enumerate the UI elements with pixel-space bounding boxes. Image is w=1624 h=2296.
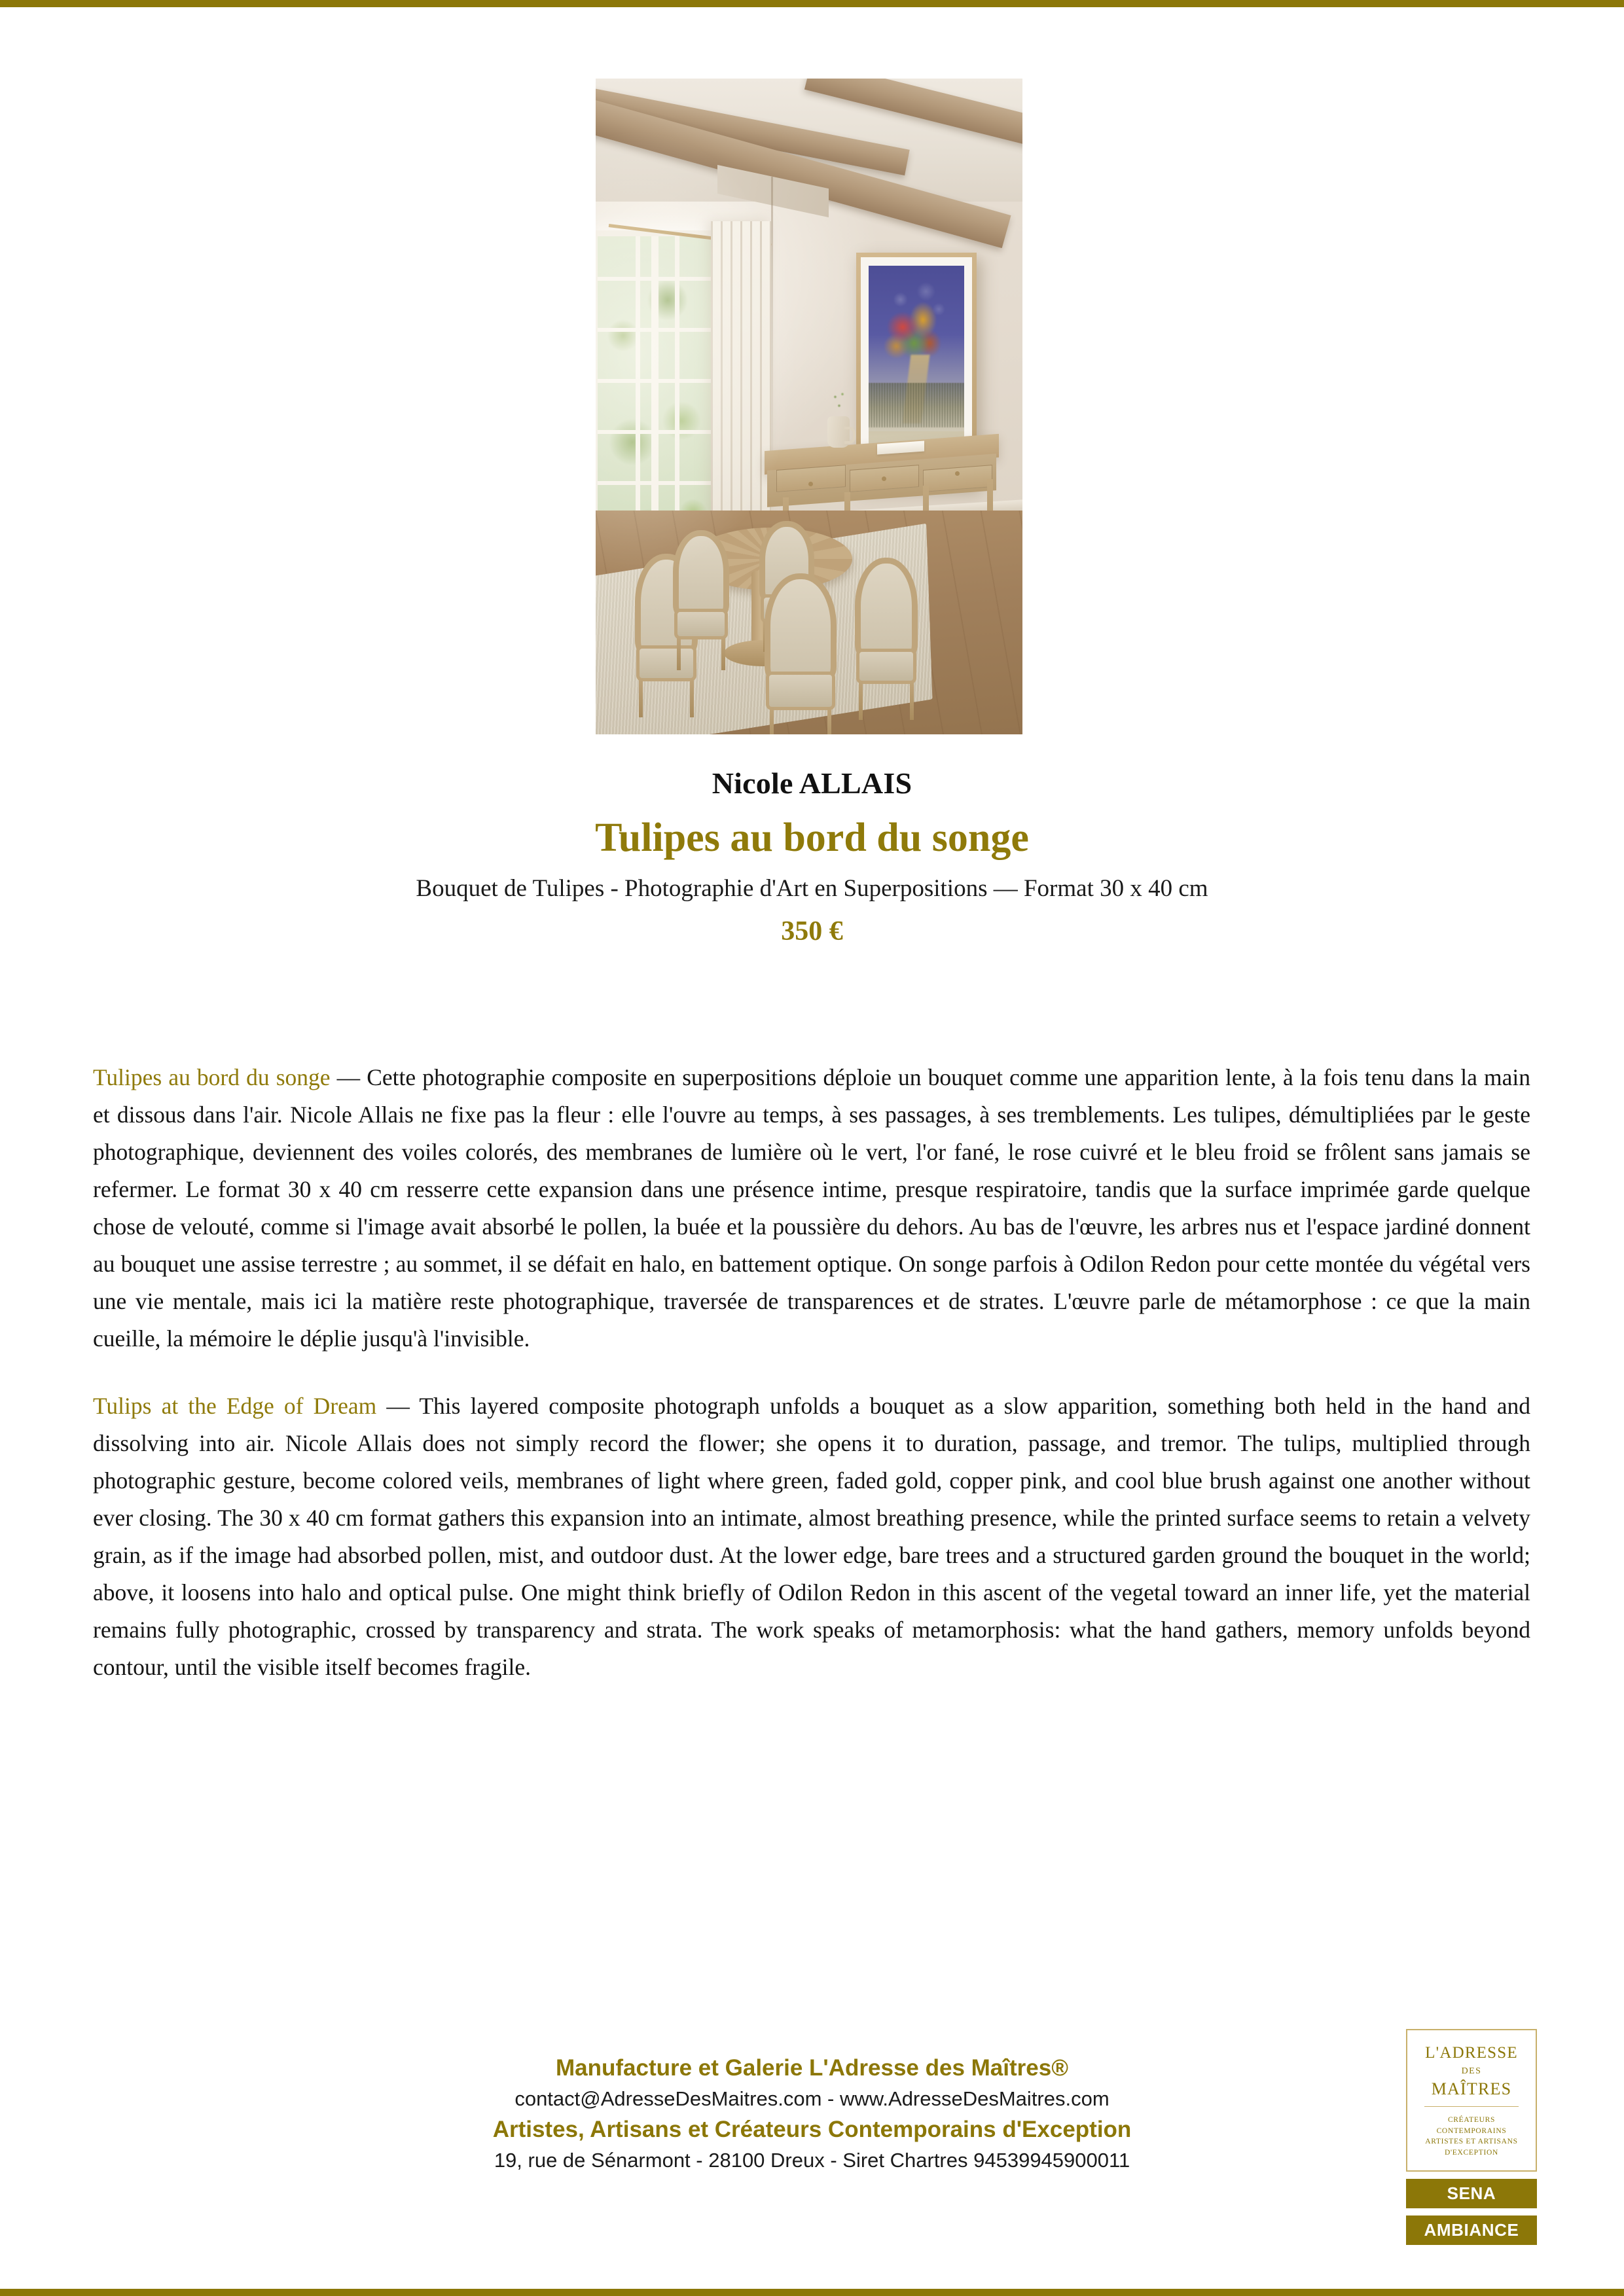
chair-back xyxy=(765,573,837,682)
logo-subtitle-1: CRÉATEURS CONTEMPORAINS xyxy=(1436,2116,1507,2135)
wall-corner xyxy=(771,177,773,458)
title-block xyxy=(0,766,1624,947)
window-mullion xyxy=(598,328,714,332)
footer-company: Manufacture et Galerie L'Adresse des Maîtres® xyxy=(555,2055,1068,2081)
page-title: Tulipes au bord du songe xyxy=(595,816,1029,860)
top-gold-rule xyxy=(0,0,1624,7)
logo-divider xyxy=(1424,2106,1519,2107)
window-mullion xyxy=(598,481,714,485)
chair-leg xyxy=(639,678,643,717)
plant-sprig xyxy=(833,391,846,419)
logo-line-2: DES xyxy=(1461,2066,1482,2076)
bottom-gold-rule xyxy=(0,2289,1624,2296)
dining-chair xyxy=(765,573,837,734)
ambiance-badge: AMBIANCE xyxy=(1406,2215,1537,2245)
drawer-knob xyxy=(808,482,813,486)
work-subtitle: Bouquet de Tulipes - Photographie d'Art en Superpositions — Format 30 x 40 cm xyxy=(416,875,1208,902)
logo-subtitle-2: ARTISTES ET ARTISANS xyxy=(1425,2138,1518,2146)
description-paragraph-en xyxy=(93,1388,1530,1686)
footer-tagline: Artistes, Artisans et Créateurs Contemporains d'Exception xyxy=(492,2117,1132,2142)
description-body-fr: — Cette photographie composite en superpositions déploie un bouquet comme une apparition lente, à la fois tenu dans la main et dissous dans l'air. Nicole Allais ne fixe pas la fleur : elle l'ouvre au temps, à ses passages, à ses tremblements. Les tulipes, démultipliées par le geste photographique, deviennent des voiles colorés, des membranes de lumière où le vert, l'or fané, le rose cuivré et le bleu froid se frôlent sans jamais se refermer. Le format 30 x 40 cm resserre cette expansion dans une présence intime, presque respiratoire, tandis que la surface imprimée garde quelque chose de velouté, comme si l'image avait absorbé le pollen, la buée et la poussière du dehors. Au bas de l'œuvre, les arbres nus et l'espace jardiné donnent au bouquet une assise terrestre ; au sommet, il se défait en halo, en battement optique. On songe parfois à Odilon Redon pour cette montée du végétal vers une vie mentale, mais ici la matière reste photographique, traversée de transparences et de strates. L'œuvre parle de métamorphose : ce que la main cueille, la mémoire le déplie jusqu'à l'invisible. xyxy=(93,1064,1530,1352)
price-label: 350 € xyxy=(781,916,843,946)
ceramic-pitcher xyxy=(827,416,850,448)
chair-back xyxy=(855,558,918,658)
hero-photograph xyxy=(596,79,1022,734)
window-mullion xyxy=(598,277,714,281)
chair-leg xyxy=(770,707,774,734)
artwork-trees xyxy=(869,383,964,427)
chair-leg xyxy=(690,678,694,717)
chair-leg xyxy=(859,681,863,720)
footer-address: 19, rue de Sénarmont - 28100 Dreux - Siret Chartres 94539945900011 xyxy=(494,2149,1130,2172)
chair-seat xyxy=(766,672,835,710)
adresse-des-maitres-logo xyxy=(1406,2029,1537,2172)
drawer-knob xyxy=(882,476,886,481)
logo-subtitle-3: D'EXCEPTION xyxy=(1445,2149,1498,2157)
dining-chair xyxy=(855,558,918,720)
window-mullion xyxy=(598,379,714,383)
description-paragraph-fr xyxy=(93,1059,1530,1357)
chair-leg xyxy=(721,637,725,670)
description-block xyxy=(93,1059,1530,1716)
chair-leg xyxy=(827,707,831,734)
brand-logo-block xyxy=(1406,2029,1537,2245)
description-body-en: — This layered composite photograph unfolds a bouquet as a slow apparition, something both held in the hand and dissolving into air. Nicole Allais does not simply record the flower; she opens it to duration, passage, and tremor. The tulips, multiplied through photographic gesture, become colored veils, membranes of light where green, faded gold, copper pink, and cool blue brush against one another without ever closing. The 30 x 40 cm format gathers this expansion into an intimate, almost breathing presence, while the printed surface seems to retain a velvety grain, as if the image had absorbed pollen, mist, and outdoor dust. At the lower edge, bare trees and a structured garden ground the bouquet in the world; above, it loosens into halo and optical pulse. One might think briefly of Odilon Redon in this ascent of the vegetal toward an inner life, yet the material remains fully photographic, crossed by transparency and strata. The work speaks of metamorphosis: what the hand gathers, memory unfolds beyond contour, until the visible itself becomes fragile. xyxy=(93,1393,1530,1680)
dining-chair xyxy=(673,530,729,670)
footer xyxy=(0,2055,1624,2172)
chair-back xyxy=(673,530,729,617)
chair-seat xyxy=(856,649,916,685)
description-lead-fr: Tulipes au bord du songe xyxy=(93,1064,331,1090)
logo-line-3: MAÎTRES xyxy=(1431,2079,1512,2098)
chair-seat xyxy=(674,609,729,639)
interior-scene xyxy=(596,79,1022,734)
drawer-knob xyxy=(955,471,960,476)
window-mullion xyxy=(598,430,714,434)
chair-leg xyxy=(910,681,914,720)
footer-contact[interactable]: contact@AdresseDesMaitres.com - www.AdresseDesMaitres.com xyxy=(514,2087,1110,2110)
chair-leg xyxy=(677,637,681,670)
logo-line-1: L'ADRESSE xyxy=(1425,2044,1518,2062)
artist-name: Nicole ALLAIS xyxy=(712,766,912,800)
description-lead-en: Tulips at the Edge of Dream xyxy=(93,1393,377,1419)
sena-badge: SENA xyxy=(1406,2179,1537,2208)
